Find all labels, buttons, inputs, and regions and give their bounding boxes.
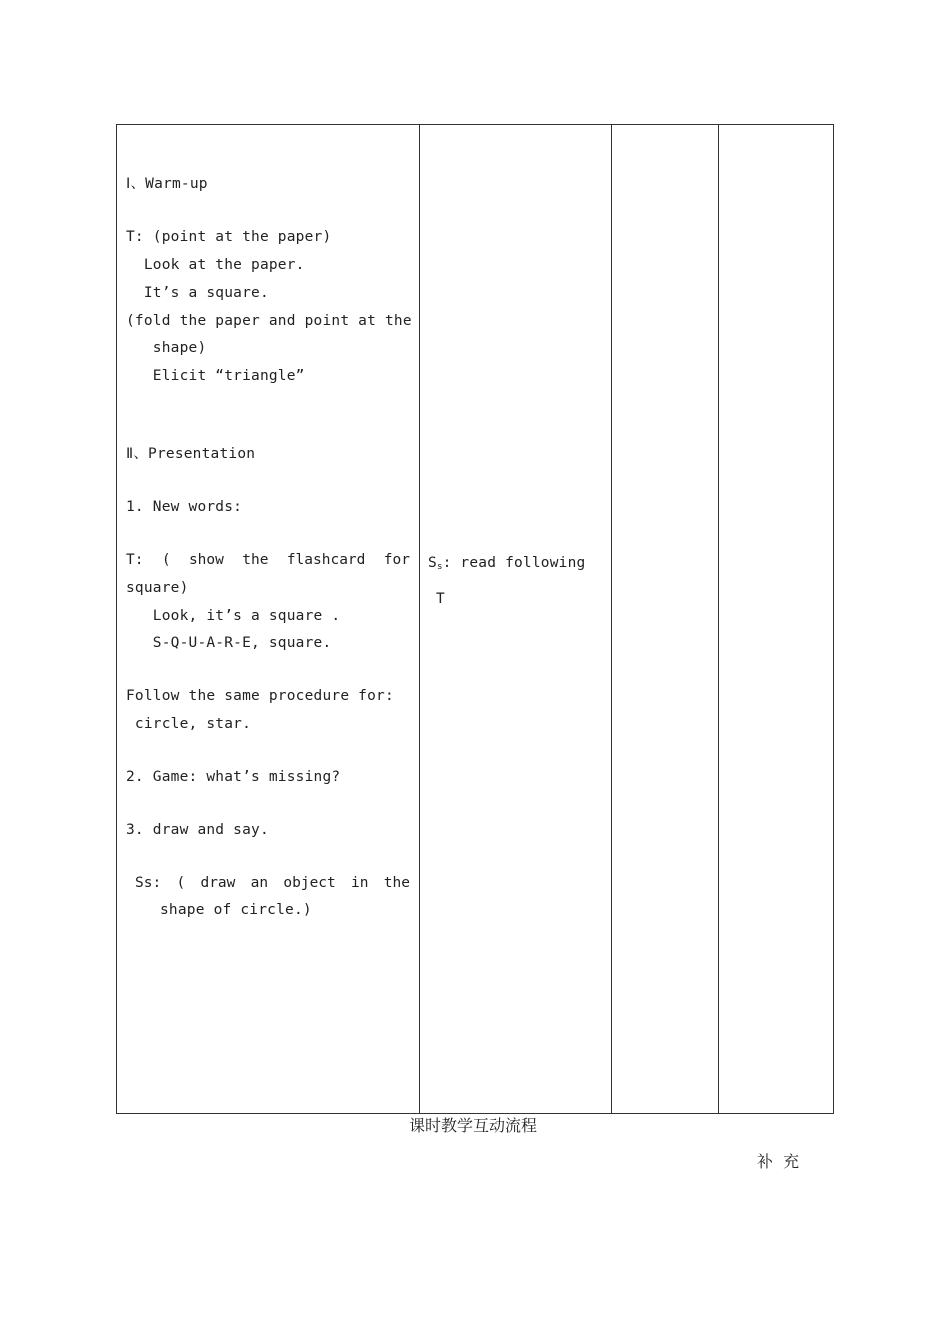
game-label: 2. Game: what’s missing? [126,769,341,785]
warmup-line: (fold the paper and point at the [126,313,412,329]
supplement-label: 补 充 [757,1152,800,1171]
flashcard-word: for [383,552,410,568]
new-words-label: 1. New words: [126,499,243,515]
ss-word: object [283,875,336,891]
warmup-line: Elicit “triangle” [126,368,305,384]
presentation-heading: Ⅱ、Presentation [126,446,256,462]
warmup-line: It’s a square. [126,285,269,301]
flashcard-word: the [242,552,269,568]
student-response-prefix: S [428,555,437,571]
ss-word: Ss: [135,875,162,891]
flashcard-word: flashcard [286,552,366,568]
ss-word: ( [176,875,186,891]
warmup-line: shape) [126,340,207,356]
procedure-line: circle, star. [126,716,252,732]
procedure-line: Follow the same procedure for: [126,688,394,704]
student-response-text: : read following [442,555,586,571]
draw-label: 3. draw and say. [126,822,269,838]
warmup-line: Look at the paper. [126,257,305,273]
ss-word: the [383,875,410,891]
column-divider-3 [718,125,719,1113]
flashcard-word: T: [126,552,144,568]
ss-word: an [250,875,269,891]
table-caption: 课时教学互动流程 [409,1116,538,1135]
warmup-heading: Ⅰ、Warm-up [126,176,208,192]
student-response-continued: T [436,591,445,607]
column-divider-2 [611,125,612,1113]
flashcard-line: S-Q-U-A-R-E, square. [126,635,332,651]
column-divider-1 [419,125,420,1113]
ss-instruction [135,874,410,892]
ss-continued: shape of circle.) [160,902,312,918]
ss-word: in [351,875,369,891]
warmup-line: T: (point at the paper) [126,229,332,245]
flashcard-instruction [126,551,410,569]
flashcard-continued: square) [126,580,189,596]
flashcard-line: Look, it’s a square . [126,608,341,624]
flashcard-word: show [188,552,224,568]
student-response-subscript: s [436,562,443,572]
ss-word: draw [200,875,236,891]
student-response [428,554,585,576]
flashcard-word: ( [161,552,171,568]
